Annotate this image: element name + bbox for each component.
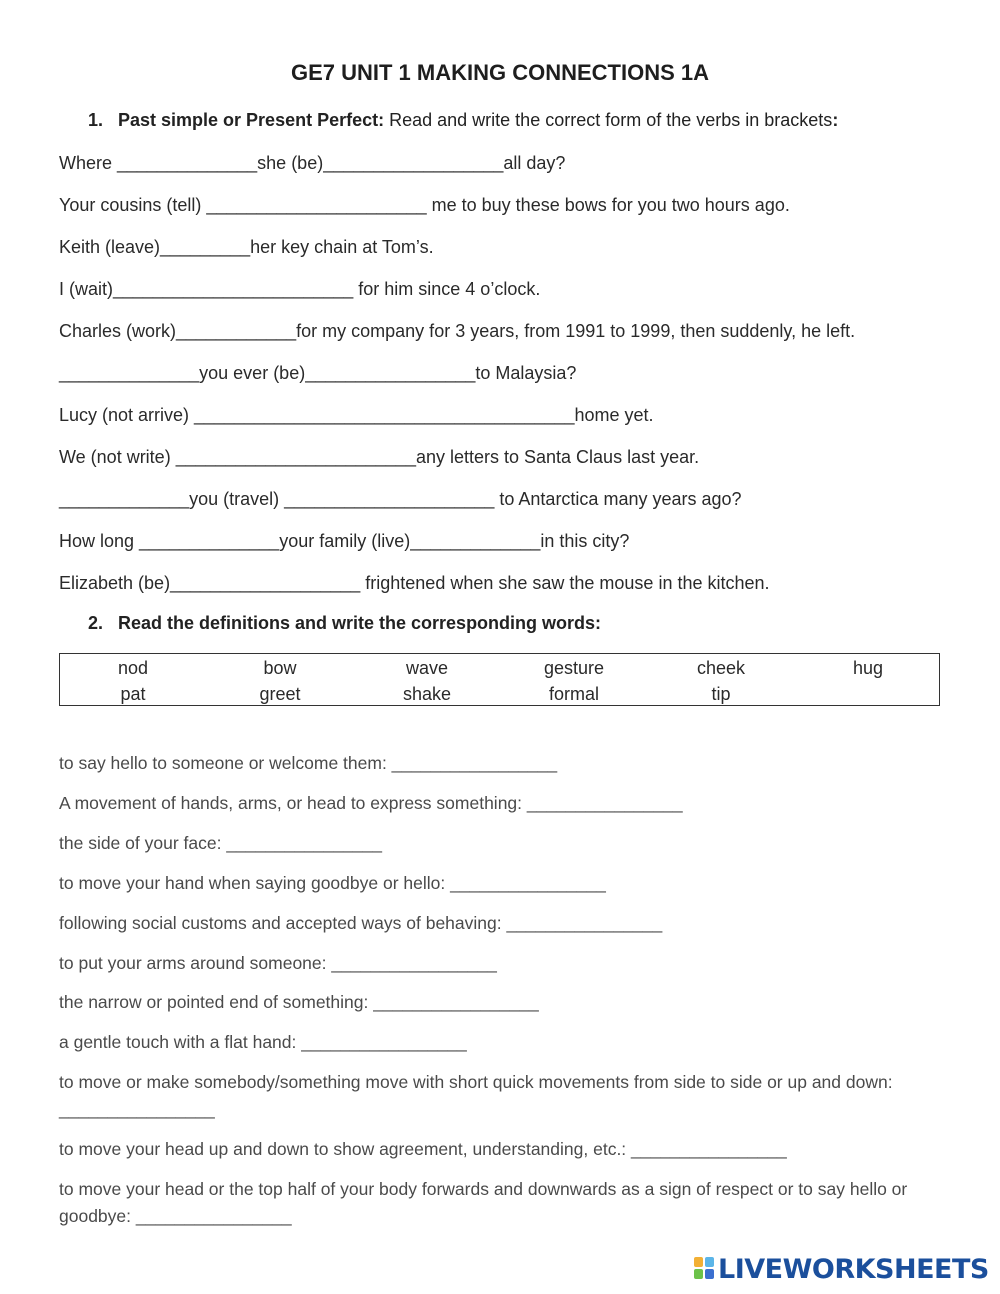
word-bank-item: tip [711,684,731,704]
section1-instruction: Read and write the correct form of the verbs in brackets [384,110,833,130]
page-title: GE7 UNIT 1 MAKING CONNECTIONS 1A [290,60,710,85]
word-bank-item: gesture [543,658,605,678]
exercise-sentence[interactable]: We (not write) ________________________any letters to Santa Claus last year. [59,447,700,467]
word-bank-item: wave [405,658,449,678]
definition-item[interactable]: to move or make somebody/something move with short quick movements from side to side or up and down: ________________ [59,1072,893,1119]
exercise-sentence[interactable]: ______________you ever (be)_________________to Malaysia? [59,363,577,383]
exercise-sentence[interactable]: Your cousins (tell) ______________________ me to buy these bows for you two hours ago. [59,195,790,215]
word-bank [59,653,940,706]
section2-heading [88,613,601,634]
definition-item[interactable]: a gentle touch with a flat hand: _________________ [59,1032,467,1052]
definition-item[interactable]: the side of your face: ________________ [59,833,383,853]
word-bank-item: greet [259,684,301,704]
word-bank-item: pat [120,684,146,704]
definition-item[interactable]: following social customs and accepted ways of behaving: ________________ [59,913,663,933]
liveworksheets-logo-text: LIVEWORKSHEETS [718,1253,989,1285]
section2-heading-text: Read the definitions and write the corresponding words: [118,613,602,633]
definition-item[interactable]: to move your hand when saying goodbye or hello: ________________ [59,873,606,893]
section1-heading [88,110,838,131]
word-bank-item: hug [852,658,884,678]
section1-colon: : [832,110,839,130]
exercise-sentence[interactable]: Lucy (not arrive) ______________________________________home yet. [59,405,654,425]
word-bank-item: cheek [696,658,746,678]
exercise-sentence[interactable]: Charles (work)____________for my company for 3 years, from 1991 to 1999, then suddenly, he left. [59,321,856,341]
word-bank-item: bow [263,658,297,678]
liveworksheets-logo [694,1254,989,1284]
exercise-sentence[interactable]: Elizabeth (be)___________________ frightened when she saw the mouse in the kitchen. [59,573,770,593]
section2-number: 2. [88,613,104,633]
word-bank-item: nod [117,658,149,678]
exercise-sentence[interactable]: _____________you (travel) _____________________ to Antarctica many years ago? [59,489,742,509]
exercise-sentence[interactable]: Where ______________she (be)__________________all day? [59,153,566,173]
exercise-sentence[interactable]: I (wait)________________________ for him since 4 o’clock. [59,279,541,299]
exercise-sentence[interactable]: Keith (leave)_________her key chain at Tom’s. [59,237,434,257]
word-bank-item: shake [402,684,452,704]
word-bank-item: formal [548,684,599,704]
word-bank-row [60,656,941,682]
definition-item[interactable]: A movement of hands, arms, or head to express something: ________________ [59,793,683,813]
section1-bold-label: Past simple or Present Perfect: [118,110,385,130]
word-bank-row [60,682,941,708]
section1-number: 1. [88,110,104,130]
definition-item[interactable]: the narrow or pointed end of something: _________________ [59,992,539,1012]
definition-item[interactable]: to move your head up and down to show agreement, understanding, etc.: ________________ [59,1139,787,1159]
liveworksheets-logo-icon [694,1257,716,1281]
exercise-sentence[interactable]: How long ______________your family (live)_____________in this city? [59,531,630,551]
definition-item[interactable]: to say hello to someone or welcome them: _________________ [59,753,558,773]
definition-item[interactable]: to move your head or the top half of your body forwards and downwards as a sign of respect or to say hello or goodbye: ________________ [59,1179,908,1226]
definition-item[interactable]: to put your arms around someone: _________________ [59,953,497,973]
